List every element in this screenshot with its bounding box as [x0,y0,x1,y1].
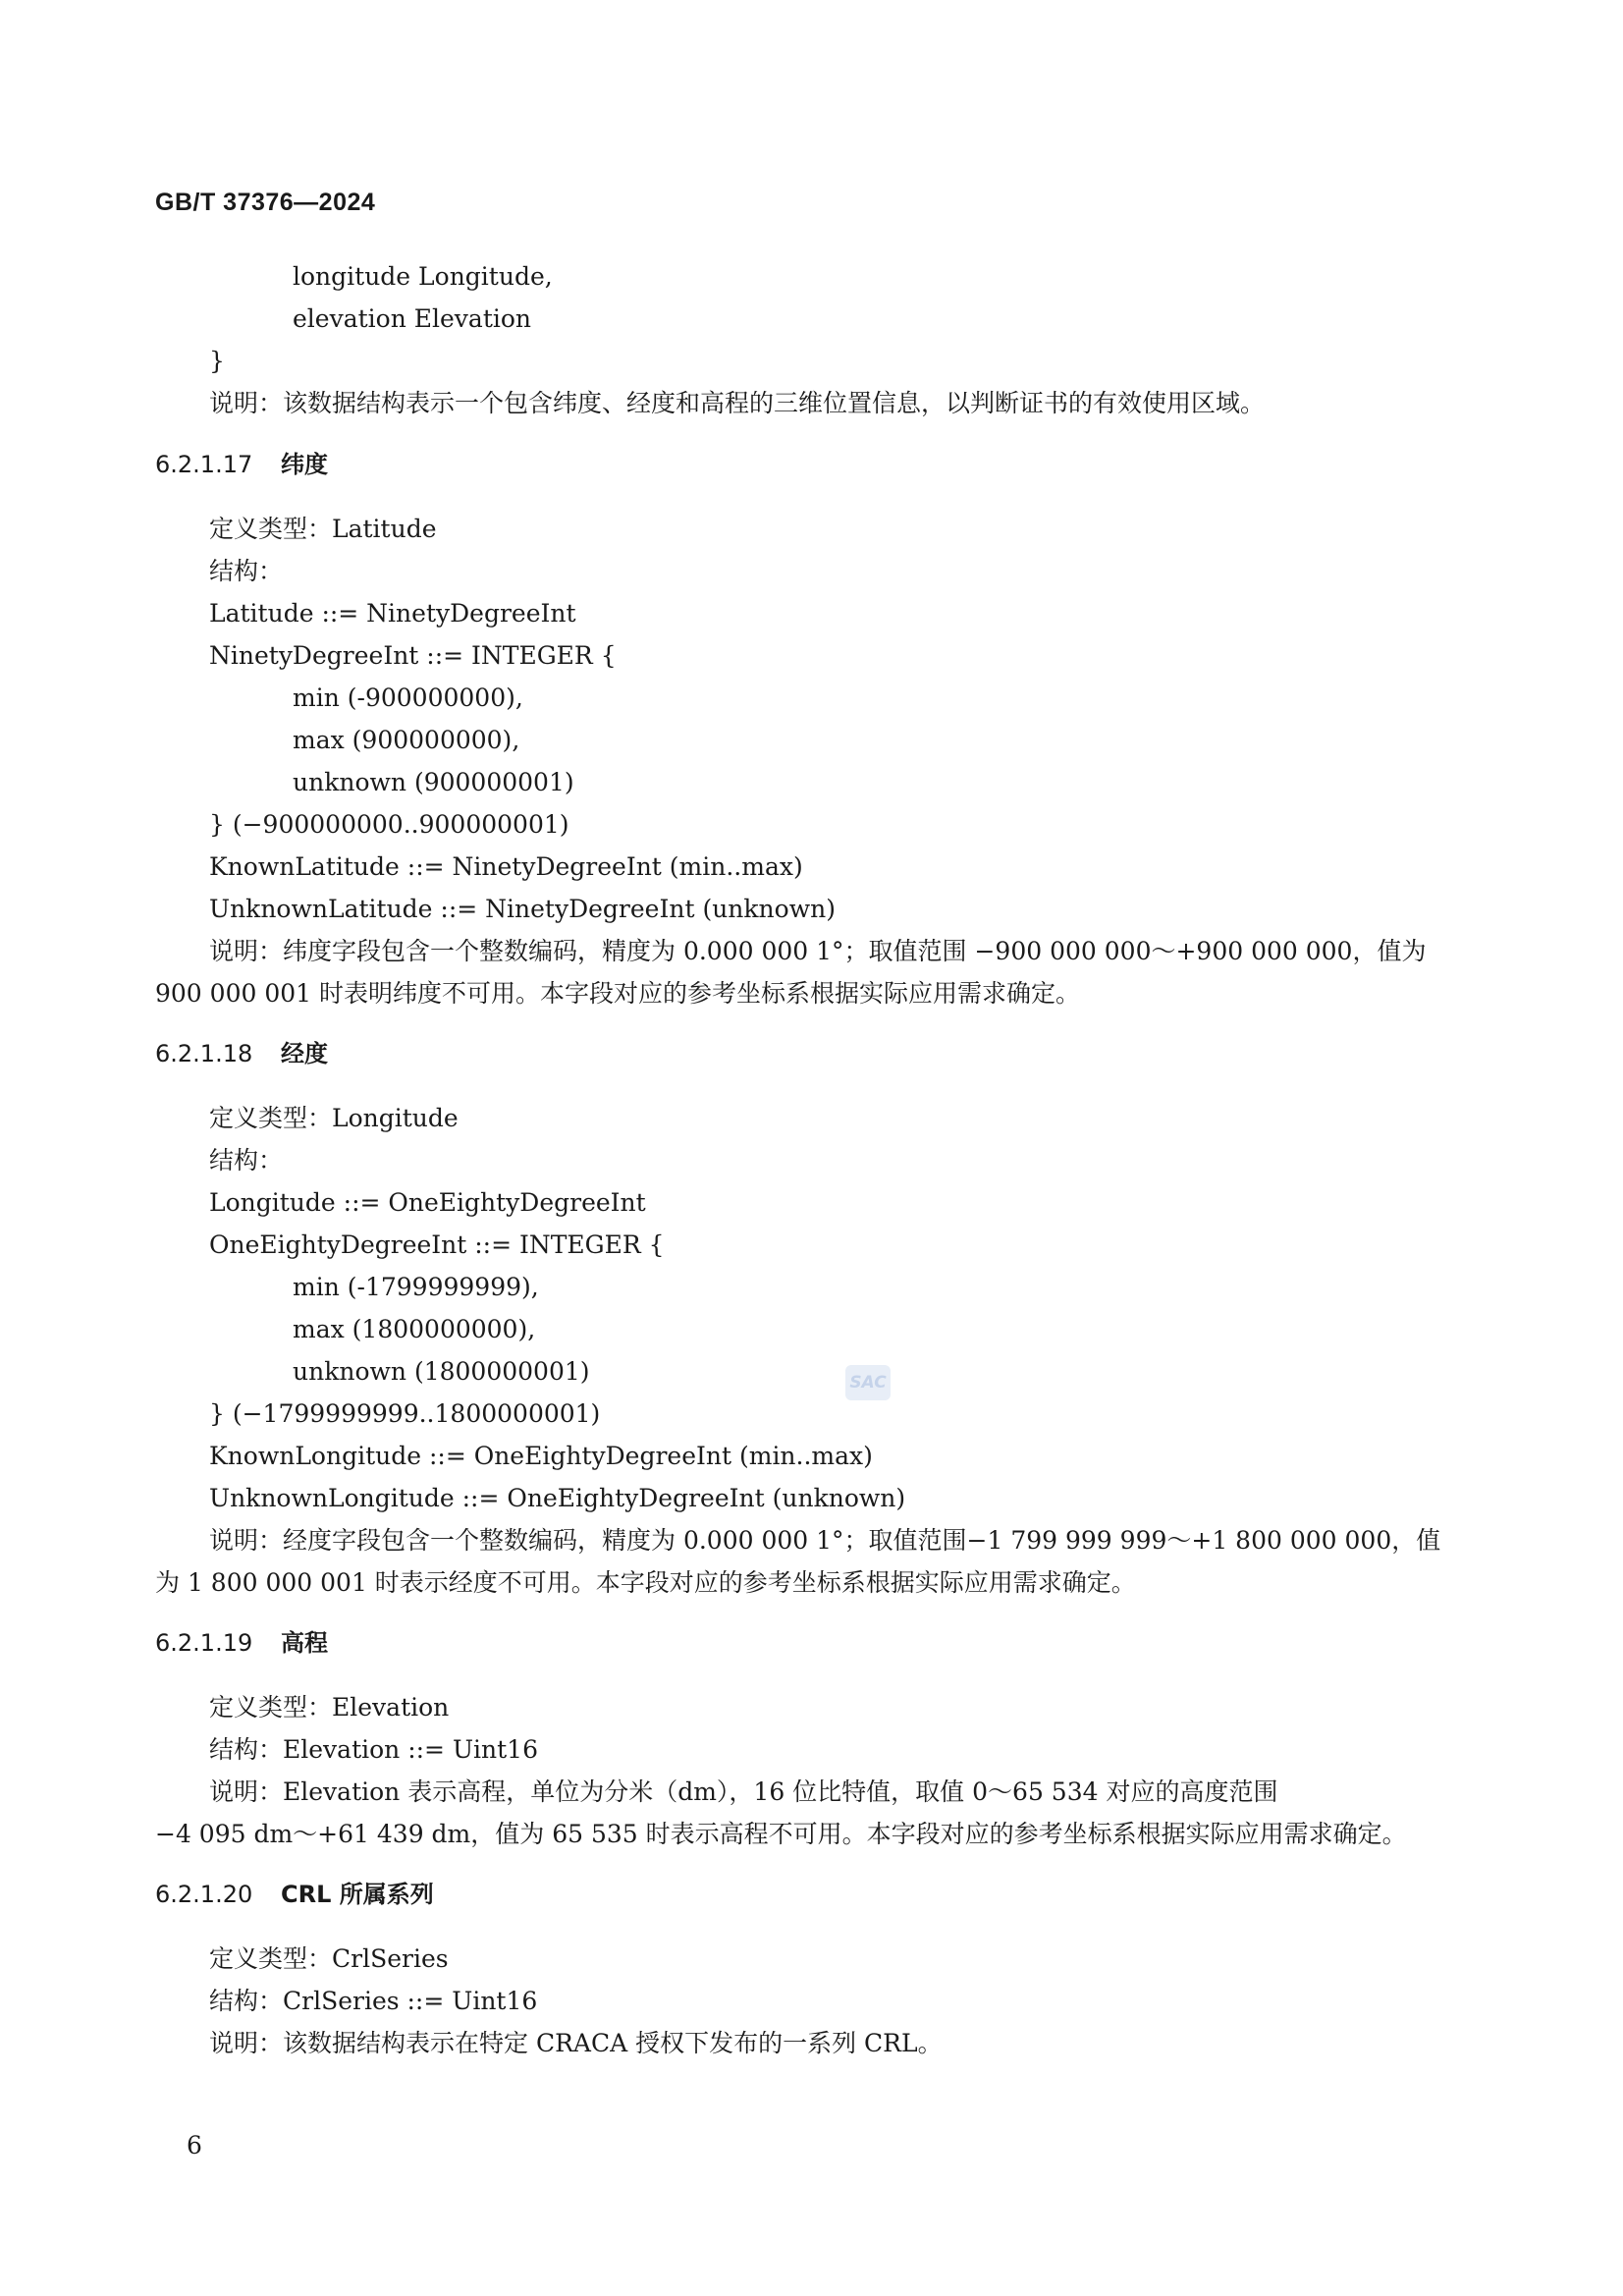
section-title: 经度 [281,1040,328,1067]
section-heading-6-2-1-19 [155,1628,328,1658]
code-line: min (-900000000), [293,683,523,712]
description-text: 说明：纬度字段包含一个整数编码，精度为 0.000 000 1°；取值范围 −900 000 000～+900 000 000，值为 [209,937,1427,965]
code-line: unknown (900000001) [293,768,574,796]
section-title: 纬度 [281,451,328,478]
code-line: elevation Elevation [293,304,532,333]
definition-type: 定义类型：Latitude [209,515,437,543]
section-heading-6-2-1-18 [155,1039,328,1068]
code-line: unknown (1800000001) [293,1357,590,1386]
code-line: max (1800000000), [293,1315,536,1343]
description-text: 说明：Elevation 表示高程，单位为分米（dm），16 位比特值，取值 0～65 534 对应的高度范围 [209,1777,1278,1806]
code-line: longitude Longitude, [293,262,553,291]
structure-label: 结构：CrlSeries ::= Uint16 [209,1987,538,2015]
description-text: 为 1 800 000 001 时表示经度不可用。本字段对应的参考坐标系根据实际应用需求确定。 [155,1568,1136,1597]
description-text: 说明：经度字段包含一个整数编码，精度为 0.000 000 1°；取值范围−1 799 999 999～+1 800 000 000，值 [209,1526,1441,1555]
code-line: Longitude ::= OneEightyDegreeInt [209,1188,646,1217]
structure-label: 结构： [209,1146,284,1175]
code-line: min (-1799999999), [293,1273,539,1301]
section-number: 6.2.1.18 [155,1040,253,1067]
section-number: 6.2.1.20 [155,1881,253,1908]
description-text: −4 095 dm～+61 439 dm，值为 65 535 时表示高程不可用。本字段对应的参考坐标系根据实际应用需求确定。 [155,1820,1407,1848]
structure-label: 结构：Elevation ::= Uint16 [209,1735,538,1764]
code-line: } (−1799999999..1800000001) [209,1399,601,1428]
definition-type: 定义类型：CrlSeries [209,1944,449,1973]
code-line: KnownLongitude ::= OneEightyDegreeInt (min..max) [209,1442,873,1470]
definition-type: 定义类型：Longitude [209,1104,459,1132]
section-number: 6.2.1.19 [155,1629,253,1657]
page-number: 6 [187,2131,202,2159]
code-line: UnknownLongitude ::= OneEightyDegreeInt (unknown) [209,1484,906,1512]
description-text: 说明：该数据结构表示在特定 CRACA 授权下发布的一系列 CRL。 [209,2029,943,2057]
section-title: 高程 [281,1629,328,1657]
section-heading-6-2-1-17 [155,450,328,479]
code-line: NinetyDegreeInt ::= INTEGER { [209,641,617,670]
description-text: 说明：该数据结构表示一个包含纬度、经度和高程的三维位置信息，以判断证书的有效使用区域。 [209,389,1266,417]
code-line: KnownLatitude ::= NinetyDegreeInt (min..max) [209,852,803,881]
standard-number-header: GB/T 37376—2024 [155,189,376,216]
section-title: CRL 所属系列 [281,1881,434,1908]
code-line: Latitude ::= NinetyDegreeInt [209,599,576,628]
description-text: 900 000 001 时表明纬度不可用。本字段对应的参考坐标系根据实际应用需求确定。 [155,979,1080,1008]
definition-type: 定义类型：Elevation [209,1693,450,1722]
code-close-brace: } [209,347,225,375]
code-line: max (900000000), [293,726,520,754]
code-line: OneEightyDegreeInt ::= INTEGER { [209,1230,665,1259]
structure-label: 结构： [209,557,284,585]
code-line: } (−900000000..900000001) [209,810,569,839]
sac-watermark-logo: SAC [845,1365,891,1400]
section-heading-6-2-1-20 [155,1880,434,1909]
section-number: 6.2.1.17 [155,451,253,478]
code-line: UnknownLatitude ::= NinetyDegreeInt (unknown) [209,895,836,923]
